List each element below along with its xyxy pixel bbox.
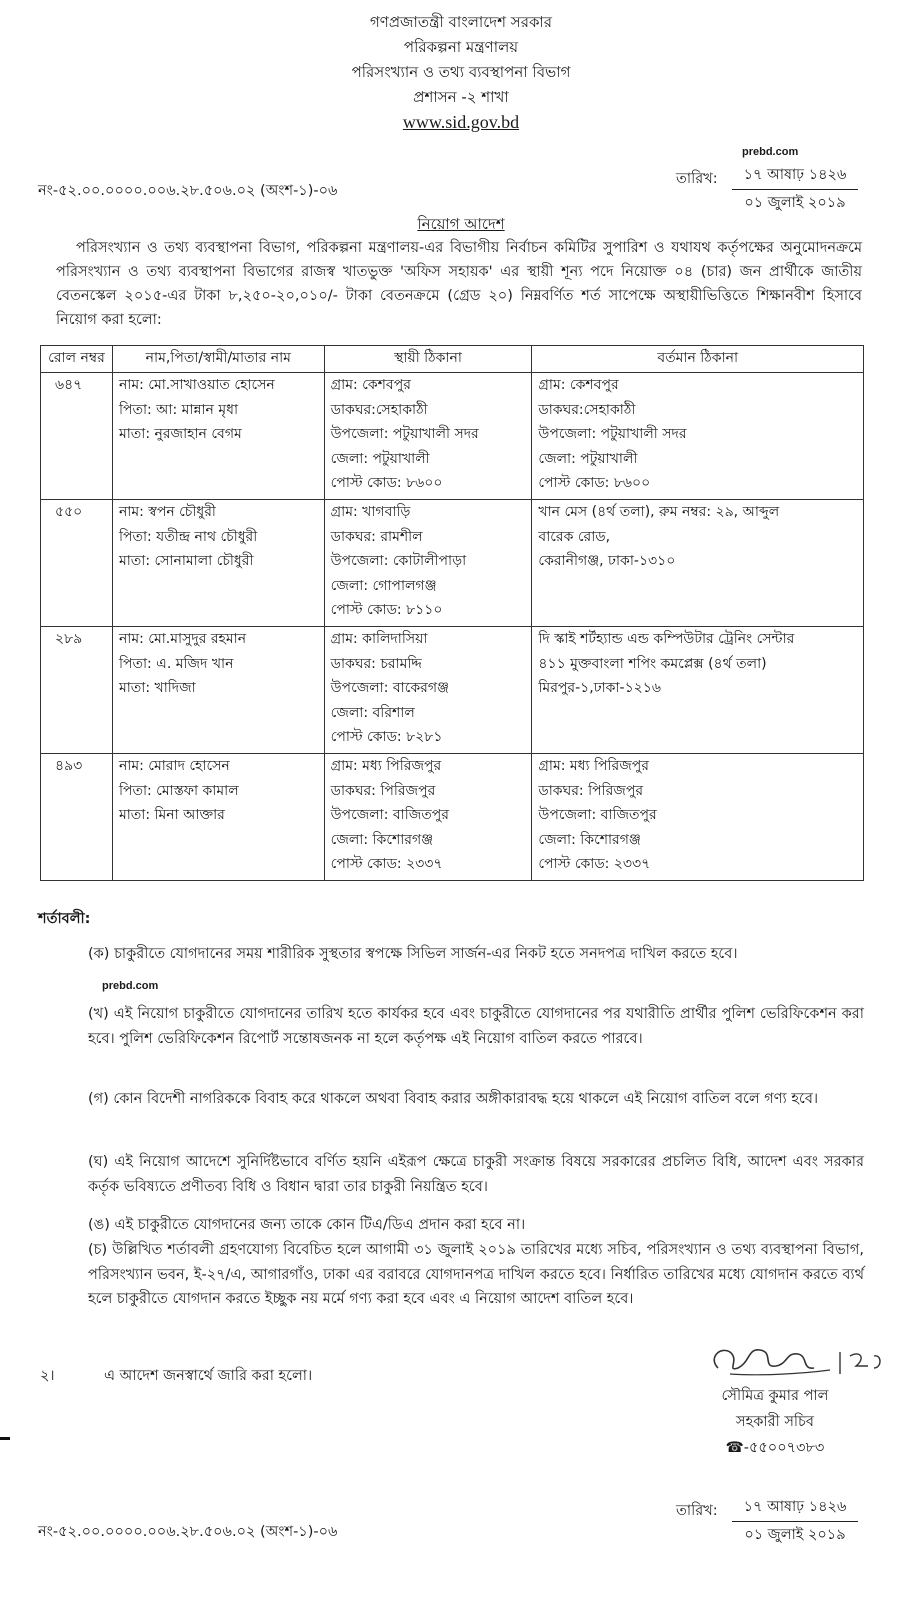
section-name: প্রশাসন -২ শাখা — [413, 88, 509, 106]
table-row — [41, 754, 864, 881]
watermark-text: prebd.com — [742, 146, 799, 158]
address-line: মিরপুর-১,ঢাকা-১২১৬ — [538, 680, 661, 696]
table-row — [41, 500, 864, 627]
address-line: গ্রাম: মধ্য পিরিজপুর — [330, 758, 442, 774]
address-line: পোস্ট কোড: ৮৬০০ — [538, 475, 651, 491]
address-line: ডাকঘর: চরামদ্দি — [330, 655, 422, 672]
address-line: উপজেলা: পটুয়াখালী সদর — [538, 426, 687, 442]
govt-name: গণপ্রজাতন্ত্রী বাংলাদেশ সরকার — [369, 13, 553, 31]
name-cell — [112, 754, 324, 881]
present-address-cell — [532, 627, 864, 754]
address-line: উপজেলা: বাজিতপুর — [538, 807, 657, 823]
table-header-row — [41, 346, 864, 373]
name-line: নাম: মো.মাসুদুর রহমান — [118, 631, 247, 647]
col-header-roll: রোল নম্বর — [41, 346, 113, 373]
name-line: নাম: মোরাদ হোসেন — [118, 758, 230, 774]
address-line: জেলা: কিশোরগঞ্জ — [538, 831, 641, 848]
father-line: পিতা: মোস্তফা কামাল — [118, 782, 239, 799]
date-bangla: ১৭ আষাঢ় ১৪২৬ — [743, 167, 847, 183]
col-header-present-address: বর্তমান ঠিকানা — [532, 346, 864, 373]
division-name: পরিসংখ্যান ও তথ্য ব্যবস্থাপনা বিভাগ — [351, 63, 571, 81]
date-block-bottom — [676, 1496, 856, 1552]
address-line: ডাকঘর: রামশীল — [330, 528, 423, 545]
col-header-name: নাম,পিতা/স্বামী/মাতার নাম — [112, 346, 324, 373]
address-line: বারেক রোড, — [538, 528, 611, 545]
mother-line: মাতা: সোনামালা চৌধুরী — [118, 553, 254, 569]
date-english: ০১ জুলাই ২০১৯ — [744, 195, 846, 211]
address-line: খান মেস (৪র্থ তলা), রুম নম্বর: ২৯, আব্দুল — [538, 504, 780, 520]
address-line: উপজেলা: বাজিতপুর — [330, 807, 449, 823]
memo-number-bottom: নং-৫২.০০.০০০০.০০৬.২৮.৫০৬.০২ (অংশ-১)-০৬ — [38, 1524, 338, 1540]
address-line: দি স্কাই শর্টহ্যান্ড এন্ড কম্পিউটার ট্রেনিং সেন্টার — [538, 631, 795, 647]
permanent-address-cell — [324, 627, 532, 754]
address-line: উপজেলা: পটুয়াখালী সদর — [330, 426, 479, 442]
address-line: গ্রাম: কেশবপুর — [538, 377, 619, 393]
condition-ga: (গ) কোন বিদেশী নাগরিককে বিবাহ করে থাকলে অথবা বিবাহ করার অঙ্গীকারাবদ্ধ হয়ে থাকলে এই নিয়োগ বাতিল বলে গণ্য হবে। — [88, 1091, 819, 1107]
date-bangla: ১৭ আষাঢ় ১৪২৬ — [743, 1499, 847, 1515]
address-line: পোস্ট কোড: ৮৬০০ — [330, 475, 443, 491]
father-line: পিতা: যতীন্দ্র নাথ চৌধুরী — [118, 528, 258, 545]
permanent-address-cell — [324, 373, 532, 500]
name-line: নাম: মো.সাখাওয়াত হোসেন — [118, 377, 275, 393]
address-line: পোস্ট কোড: ৮১১০ — [330, 602, 443, 618]
address-line: পোস্ট কোড: ৮২৮১ — [330, 729, 443, 745]
condition-kha: (খ) এই নিয়োগ চাকুরীতে যোগদানের তারিখ হতে কার্যকর হবে এবং চাকুরীতে যোগদানের পর যথারীতি প্রার্থীর পুলিশ ভেরিফিকেশন করা হবে। পুলিশ ভেরিফিকেশন রিপোর্ট সন্তোষজনক না হলে কর্তৃপক্ষ এই নিয়োগ বাতিল করতে পারবে। — [88, 1006, 864, 1047]
name-cell — [112, 500, 324, 627]
address-line: পোস্ট কোড: ২৩৩৭ — [330, 856, 443, 872]
address-line: জেলা: কিশোরগঞ্জ — [330, 831, 434, 848]
father-line: পিতা: আ: মান্নান মৃধা — [118, 401, 239, 418]
date-label: তারিখ: — [676, 1503, 718, 1519]
date-divider — [732, 1521, 858, 1522]
roll-cell: ৪৯৩ — [41, 754, 113, 881]
ministry-name: পরিকল্পনা মন্ত্রণালয় — [403, 38, 519, 56]
date-english: ০১ জুলাই ২০১৯ — [744, 1527, 846, 1543]
present-address-cell — [532, 373, 864, 500]
present-address-cell — [532, 754, 864, 881]
address-line: গ্রাম: কালিদাসিয়া — [330, 631, 428, 647]
address-line: ডাকঘর:সেহাকাঠী — [538, 401, 636, 418]
address-line: গ্রাম: খাগবাড়ি — [330, 504, 411, 520]
appointee-table — [40, 345, 864, 881]
address-line: ডাকঘর: পিরিজপুর — [538, 782, 644, 799]
date-block — [676, 164, 856, 220]
address-line: জেলা: বরিশাল — [330, 704, 415, 721]
address-line: ডাকঘর:সেহাকাঠী — [330, 401, 428, 418]
address-line: কেরানীগঞ্জ, ঢাকা-১৩১০ — [538, 553, 676, 569]
address-line: পোস্ট কোড: ২৩৩৭ — [538, 856, 651, 872]
mother-line: মাতা: নুরজাহান বেগম — [118, 426, 242, 442]
intro-paragraph: পরিসংখ্যান ও তথ্য ব্যবস্থাপনা বিভাগ, পরিকল্পনা মন্ত্রণালয়-এর বিভাগীয় নির্বাচন কমিটির সুপারিশ ও যথাযথ কর্তৃপক্ষের অনুমোদনক্রমে পরিসংখ্যান ও তথ্য ব্যবস্থাপনা বিভাগের রাজস্ব খাতভুক্ত 'অফিস সহায়ক' এর স্থায়ী শূন্য পদে নিয়োক্ত ০৪ (চার) জন প্রার্থীকে জাতীয় বেতনস্কেল ২০১৫-এর টাকা ৮,২৫০-২০,০১০/- টাকা বেতনক্রমে (গ্রেড ২০) নিম্নবর্ণিত শর্ত সাপেক্ষে অস্থায়ীভিত্তিতে শিক্ষানবীশ হিসাবে নিয়োগ করা হলো: — [56, 240, 862, 328]
signatory-phone: ☎-৫৫০০৭৩৮৩ — [725, 1440, 825, 1456]
name-cell — [112, 627, 324, 754]
condition-umo: (ঙ) এই চাকুরীতে যোগদানের জন্য তাকে কোন টিএ/ডিএ প্রদান করা হবে না। — [88, 1217, 526, 1233]
order-title — [0, 213, 922, 238]
date-label: তারিখ: — [676, 171, 718, 187]
address-line: জেলা: গোপালগঞ্জ — [330, 577, 437, 594]
date-divider — [732, 189, 858, 190]
name-line: নাম: স্বপন চৌধুরী — [118, 504, 216, 520]
condition-ka: (ক) চাকুরীতে যোগদানের সময় শারীরিক সুস্থতার স্বপক্ষে সিভিল সার্জন-এর নিকট হতে সনদপত্র দাখিল করতে হবে। — [88, 946, 738, 962]
condition-gha: (ঘ) এই নিয়োগ আদেশে সুনির্দিষ্টভাবে বর্ণিত হয়নি এইরূপ ক্ষেত্রে চাকুরী সংক্রান্ত বিষয়ে সরকারের প্রচলিত বিধি, আদেশ এবং সরকার কর্তৃক ভবিষ্যতে প্রণীতব্য বিধি ও বিধান দ্বারা তার চাকুরী নিয়ন্ত্রিত হবে। — [88, 1154, 864, 1195]
order-title-text: নিয়োগ আদেশ — [417, 215, 505, 233]
present-address-cell — [532, 500, 864, 627]
address-line: ডাকঘর: পিরিজপুর — [330, 782, 436, 799]
permanent-address-cell — [324, 500, 532, 627]
item-number: ২। — [40, 1368, 55, 1384]
condition-cha: (চ) উল্লিখিত শর্তাবলী গ্রহণযোগ্য বিবেচিত হলে আগামী ৩১ জুলাই ২০১৯ তারিখের মধ্যে সচিব, পরিসংখ্যান ও তথ্য ব্যবস্থাপনা বিভাগ, পরিসংখ্যান ভবন, ই-২৭/এ, আগারগাঁও, ঢাকা এর বরাবরে যোগদানপত্র দাখিল করতে হবে। নির্ধারিত তারিখের মধ্যে যোগদান করতে ব্যর্থ হলে চাকুরীতে যোগদান করতে ইচ্ছুক নয় মর্মে গণ্য করা হবে এবং এ নিয়োগ আদেশ বাতিল হবে। — [88, 1242, 864, 1307]
website-link[interactable]: www.sid.gov.bd — [402, 112, 520, 132]
table-row — [41, 627, 864, 754]
margin-mark — [0, 1437, 10, 1440]
roll-cell: ৬৪৭ — [41, 373, 113, 500]
address-line: জেলা: পটুয়াখালী — [538, 450, 638, 467]
father-line: পিতা: এ. মজিদ খান — [118, 655, 234, 672]
name-cell — [112, 373, 324, 500]
address-line: ৪১১ মুক্তবাংলা শপিং কমপ্লেক্স (৪র্থ তলা) — [538, 655, 767, 672]
watermark-text: prebd.com — [102, 980, 159, 992]
permanent-address-cell — [324, 754, 532, 881]
conditions-heading: শর্তাবলী: — [38, 911, 91, 927]
address-line: জেলা: পটুয়াখালী — [330, 450, 430, 467]
col-header-permanent-address: স্থায়ী ঠিকানা — [324, 346, 532, 373]
roll-cell: ৫৫০ — [41, 500, 113, 627]
mother-line: মাতা: খাদিজা — [118, 680, 196, 696]
memo-number: নং-৫২.০০.০০০০.০০৬.২৮.৫০৬.০২ (অংশ-১)-০৬ — [38, 183, 338, 199]
signatory-name: সৌমিত্র কুমার পাল — [721, 1388, 829, 1404]
address-line: উপজেলা: কোটালীপাড়া — [330, 553, 467, 569]
signatory-designation: সহকারী সচিব — [736, 1414, 814, 1430]
item-text: এ আদেশ জনস্বার্থে জারি করা হলো। — [104, 1368, 313, 1384]
roll-cell: ২৮৯ — [41, 627, 113, 754]
address-line: গ্রাম: মধ্য পিরিজপুর — [538, 758, 649, 774]
address-line: উপজেলা: বাকেরগঞ্জ — [330, 680, 449, 696]
table-row — [41, 373, 864, 500]
address-line: গ্রাম: কেশবপুর — [330, 377, 411, 393]
mother-line: মাতা: মিনা আক্তার — [118, 807, 225, 823]
office-header — [0, 10, 922, 135]
signature-image — [690, 1338, 890, 1380]
